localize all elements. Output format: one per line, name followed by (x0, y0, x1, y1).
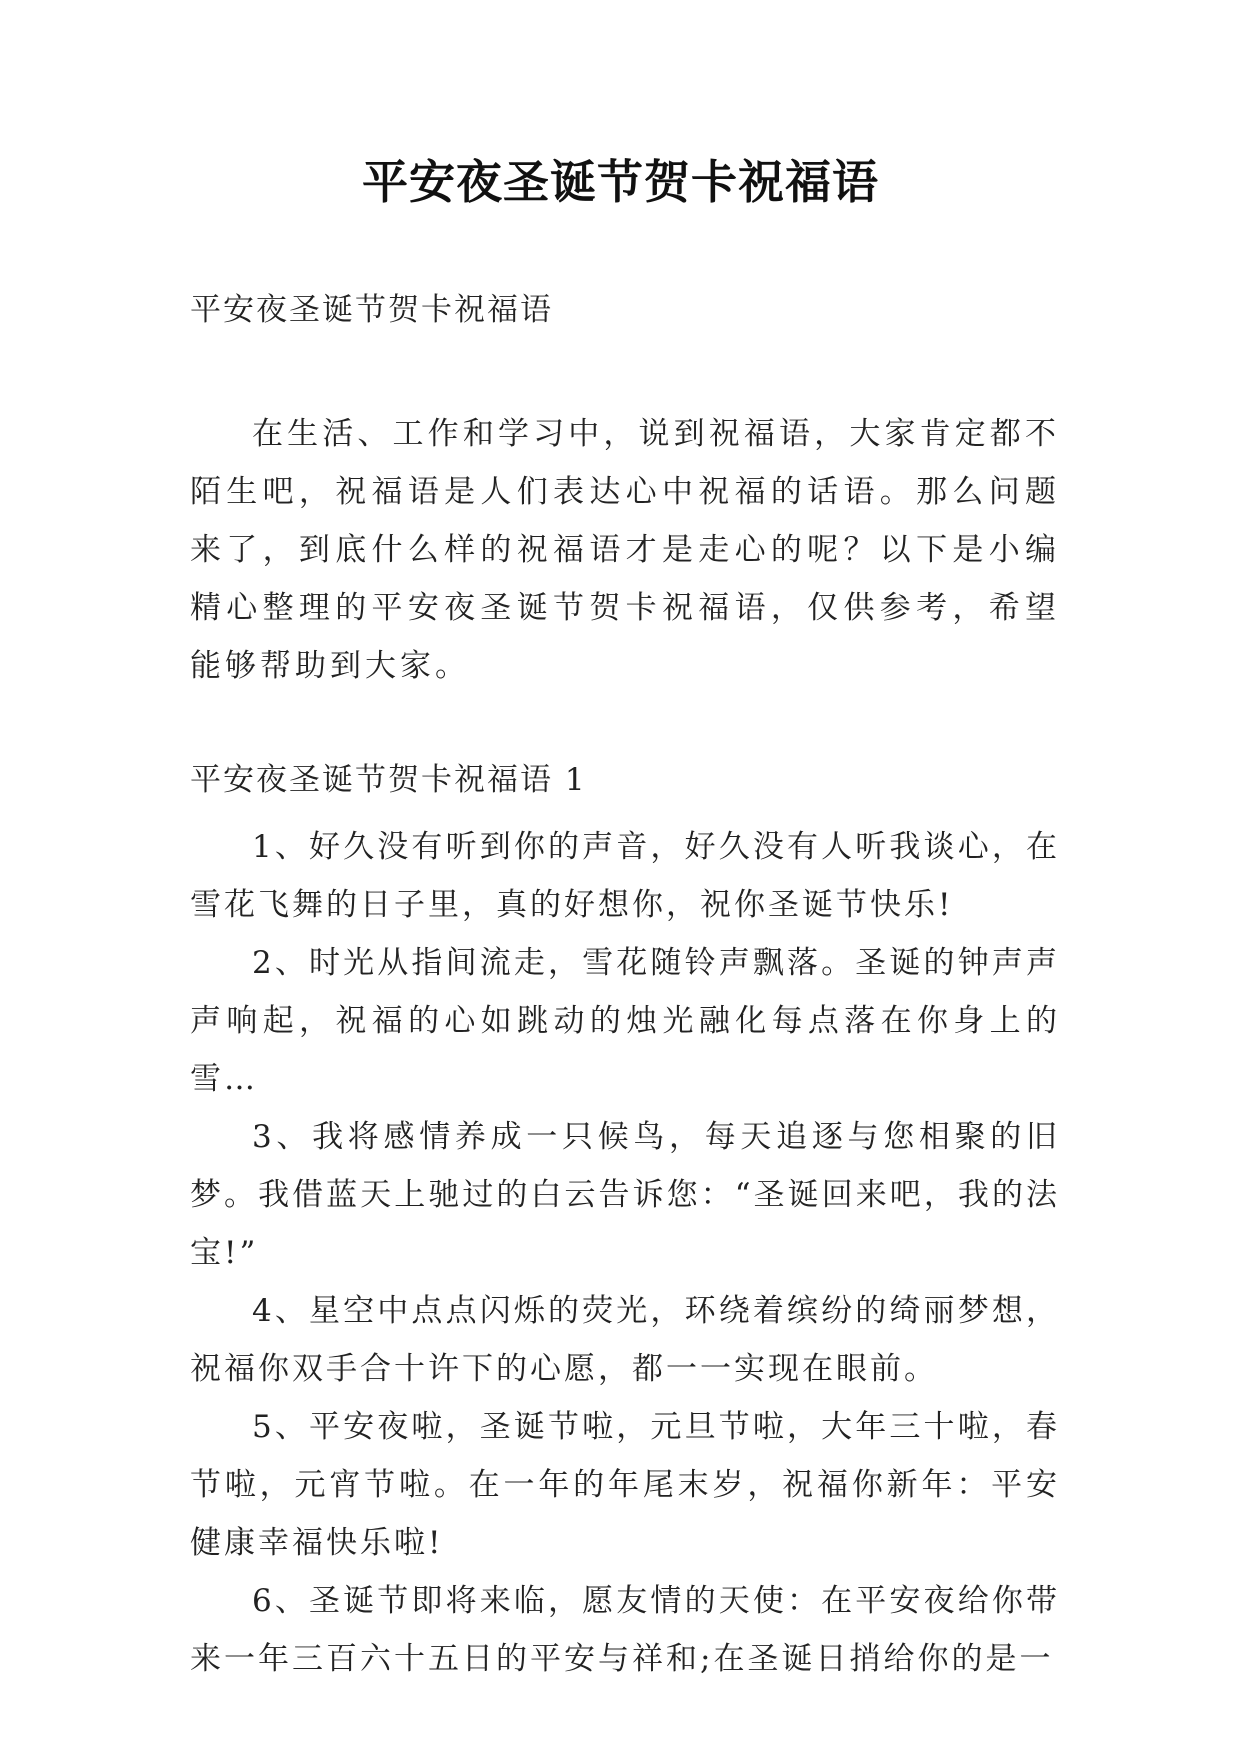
greeting-item-1: 1、好久没有听到你的声音，好久没有人听我谈心，在雪花飞舞的日子里，真的好想你，祝你圣诞节快乐! (190, 829, 1060, 923)
greeting-item-6: 6、圣诞节即将来临，愿友情的天使：在平安夜给你带来一年三百六十五日的平安与祥和;在圣诞日捎给你的是一 (190, 1583, 1060, 1677)
greeting-item-2: 2、时光从指间流走，雪花随铃声飘落。圣诞的钟声声声响起，祝福的心如跳动的烛光融化每点落在你身上的雪… (190, 945, 1060, 1097)
greeting-list (190, 818, 1060, 1688)
intro-paragraph: 在生活、工作和学习中，说到祝福语，大家肯定都不陌生吧，祝福语是人们表达心中祝福的话语。那么问题来了，到底什么样的祝福语才是走心的呢？以下是小编精心整理的平安夜圣诞节贺卡祝福语，仅供参考，希望能够帮助到大家。 (190, 416, 1060, 684)
greeting-item-4: 4、星空中点点闪烁的荧光，环绕着缤纷的绮丽梦想，祝福你双手合十许下的心愿，都一一实现在眼前。 (190, 1293, 1060, 1387)
document-subtitle: 平安夜圣诞节贺卡祝福语 (190, 292, 553, 328)
section-heading: 平安夜圣诞节贺卡祝福语 1 (190, 762, 587, 798)
greeting-item-3: 3、我将感情养成一只候鸟，每天追逐与您相聚的旧梦。我借蓝天上驰过的白云告诉您：“圣诞回来吧，我的法宝!” (190, 1119, 1060, 1271)
document-title: 平安夜圣诞节贺卡祝福语 (362, 155, 879, 209)
greeting-item-5: 5、平安夜啦，圣诞节啦，元旦节啦，大年三十啦，春节啦，元宵节啦。在一年的年尾末岁，祝福你新年：平安健康幸福快乐啦! (190, 1409, 1060, 1561)
